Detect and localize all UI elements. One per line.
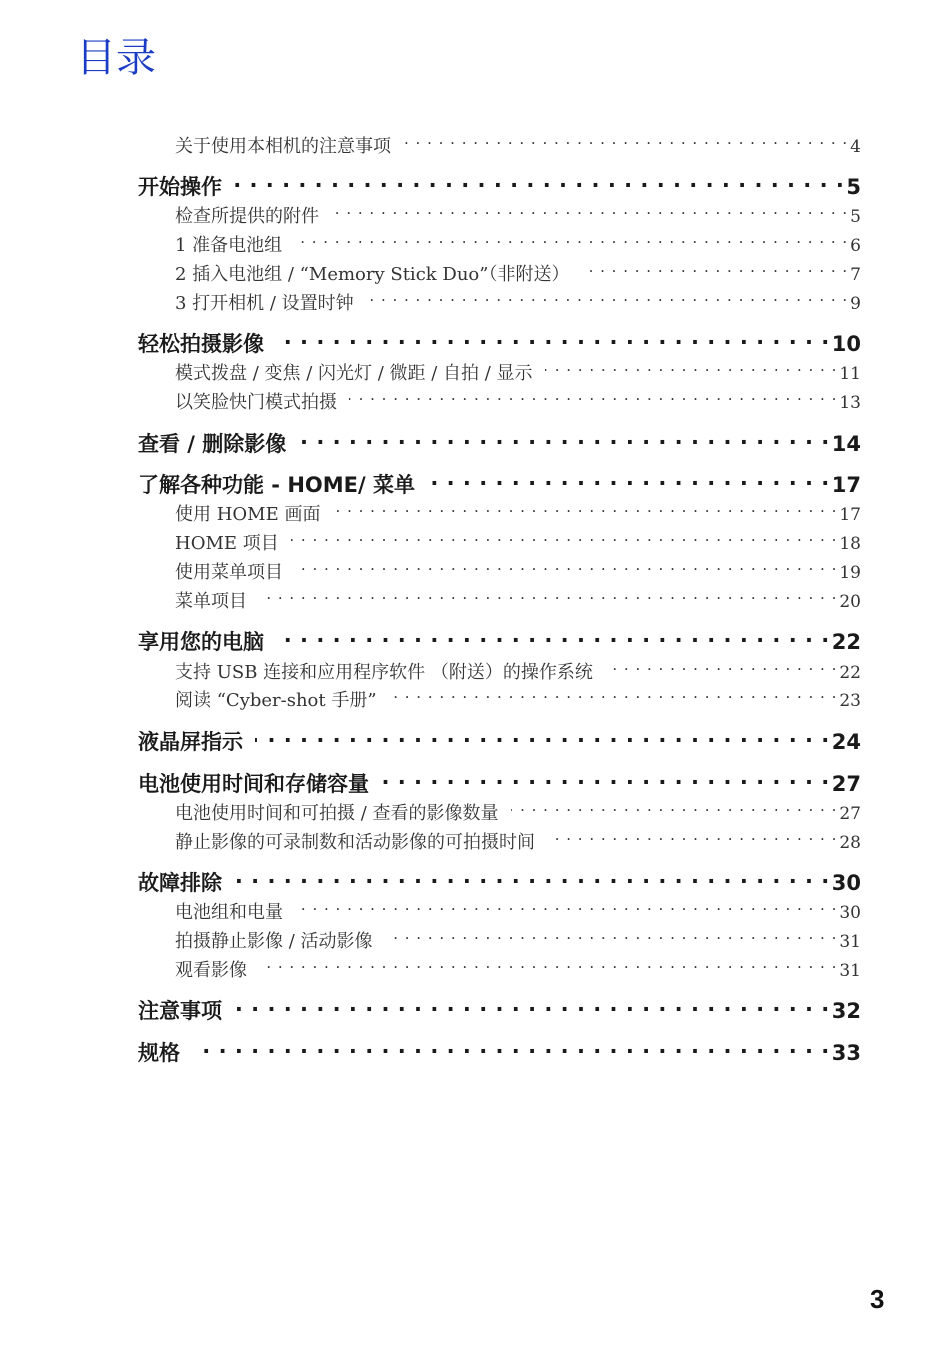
toc-section-page: 32 [831,999,861,1023]
dot-leader [349,390,837,408]
toc-entry-label: 电池使用时间和可拍摄 / 查看的影像数量 [175,803,499,824]
toc-entry-label: 2 插入电池组 / “Memory Stick Duo”（非附送） [175,264,570,285]
toc-section-label: 注意事项 [138,999,222,1023]
toc-entry-page: 9 [850,294,861,314]
dot-leader [291,531,838,549]
toc-entry-label: 支持 USB 连接和应用程序软件 （附送）的操作系统 [175,662,593,683]
toc-section-view-delete[interactable] [138,430,861,458]
toc-section-easy-shooting[interactable] [138,330,861,358]
toc-entry-battery-life-image-count[interactable] [175,801,861,827]
dot-leader [259,589,837,607]
toc-entry-page: 23 [839,691,861,711]
dot-leader [332,502,837,520]
dot-leader [581,262,848,280]
toc-entry-prepare-battery[interactable] [175,233,861,259]
toc-entry-mode-dial[interactable] [175,361,861,387]
toc-entry-label: 静止影像的可录制数和活动影像的可拍摄时间 [175,832,535,853]
toc-entry-viewing-images[interactable] [175,958,861,984]
toc-section-label: 故障排除 [138,871,222,895]
toc-entry-label: 拍摄静止影像 / 活动影像 [175,931,373,952]
toc-section-label: 享用您的电脑 [138,630,264,654]
dot-leader [298,430,829,451]
toc-section-label: 液晶屏指示 [138,730,243,754]
dot-leader [511,801,838,819]
toc-section-precautions[interactable] [138,997,861,1025]
toc-entry-page: 17 [839,505,861,525]
page-number: 3 [870,1284,885,1314]
toc-entry-page: 28 [839,833,861,853]
toc-entry-menu-items[interactable] [175,589,861,615]
dot-leader [385,929,838,947]
toc-entry-page: 22 [839,663,861,683]
toc-entry-page: 11 [839,364,861,384]
dot-leader [389,688,838,706]
toc-section-page: 10 [831,332,861,356]
dot-leader [545,361,838,379]
dot-leader [192,1039,830,1060]
dot-leader [547,830,837,848]
toc-entry-smile-shutter[interactable] [175,390,861,416]
dot-leader [276,628,830,649]
toc-section-page: 14 [831,432,861,456]
dot-leader [427,471,830,492]
toc-entry-label: 以笑脸快门模式拍摄 [175,392,337,413]
dot-leader [295,560,837,578]
toc-section-label: 电池使用时间和存储容量 [138,772,369,796]
toc-section-page: 33 [831,1041,861,1065]
toc-section-label: 规格 [138,1041,180,1065]
toc-entry-label: 关于使用本相机的注意事项 [175,136,391,157]
page-title: 目录 [76,35,156,81]
toc-entry-insert-battery[interactable] [175,262,861,288]
toc-entry-label: 3 打开相机 / 设置时钟 [175,293,354,314]
toc-entry-use-home-screen[interactable] [175,502,861,528]
toc-entry-camera-notes[interactable] [175,134,861,160]
dot-leader [366,291,848,309]
toc-entry-label: 检查所提供的附件 [175,206,319,227]
toc-section-functions-home-menu[interactable] [138,471,861,499]
toc-entry-label: 1 准备电池组 [175,235,283,256]
toc-entry-recordable-count-time[interactable] [175,830,861,856]
toc-section-page: 27 [831,772,861,796]
toc-section-page: 24 [831,730,861,754]
toc-section-page: 22 [831,630,861,654]
toc-section-getting-started[interactable] [138,173,861,201]
toc-entry-label: 使用菜单项目 [175,562,283,583]
toc-section-lcd-indicators[interactable] [138,728,861,756]
toc-entry-page: 4 [850,137,861,157]
toc-entry-page: 6 [850,236,861,256]
toc-section-page: 17 [831,473,861,497]
toc-entry-check-accessories[interactable] [175,204,861,230]
toc-section-specifications[interactable] [138,1039,861,1067]
toc-entry-page: 30 [839,903,861,923]
dot-leader [403,134,848,152]
dot-leader [234,997,830,1018]
toc-entry-read-handbook[interactable] [175,688,861,714]
toc-entry-page: 18 [839,534,861,554]
dot-leader [295,900,837,918]
toc-entry-page: 31 [839,961,861,981]
dot-leader [331,204,848,222]
toc-entry-label: 观看影像 [175,960,247,981]
toc-entry-battery-power[interactable] [175,900,861,926]
toc-entry-page: 19 [839,563,861,583]
dot-leader [234,869,830,890]
toc-section-page: 30 [831,871,861,895]
toc-entry-home-items[interactable] [175,531,861,557]
toc-entry-power-on-clock[interactable] [175,291,861,317]
toc-section-enjoy-computer[interactable] [138,628,861,656]
dot-leader [294,233,848,251]
toc-entry-page: 31 [839,932,861,952]
dot-leader [276,330,830,351]
dot-leader [259,958,837,976]
toc-entry-page: 27 [839,804,861,824]
toc-section-battery-storage[interactable] [138,770,861,798]
toc-entry-label: 菜单项目 [175,591,247,612]
toc-entry-page: 5 [850,207,861,227]
dot-leader [255,728,830,749]
toc-entry-label: 模式拨盘 / 变焦 / 闪光灯 / 微距 / 自拍 / 显示 [175,363,533,384]
toc-entry-page: 13 [839,393,861,413]
toc-section-label: 开始操作 [138,175,222,199]
toc-entry-page: 7 [850,265,861,285]
dot-leader [381,770,830,791]
toc-entry-label: 阅读 “Cyber-shot 手册” [175,690,377,711]
toc-entry-label: 使用 HOME 画面 [175,504,321,525]
toc-entry-label: 电池组和电量 [175,902,283,923]
toc-section-label: 查看 / 删除影像 [138,432,287,456]
toc-section-page: 5 [846,175,861,199]
dot-leader [605,660,837,678]
toc-section-label: 轻松拍摄影像 [138,332,264,356]
toc-entry-page: 20 [839,592,861,612]
toc-entry-label: HOME 项目 [175,533,279,554]
dot-leader [234,173,844,194]
toc-entry-shooting-images[interactable] [175,929,861,955]
toc-section-troubleshooting[interactable] [138,869,861,897]
toc-entry-usb-os-support[interactable] [175,660,861,686]
toc-entry-use-menu-items[interactable] [175,560,861,586]
toc-section-label: 了解各种功能 - HOME/ 菜单 [138,473,415,497]
